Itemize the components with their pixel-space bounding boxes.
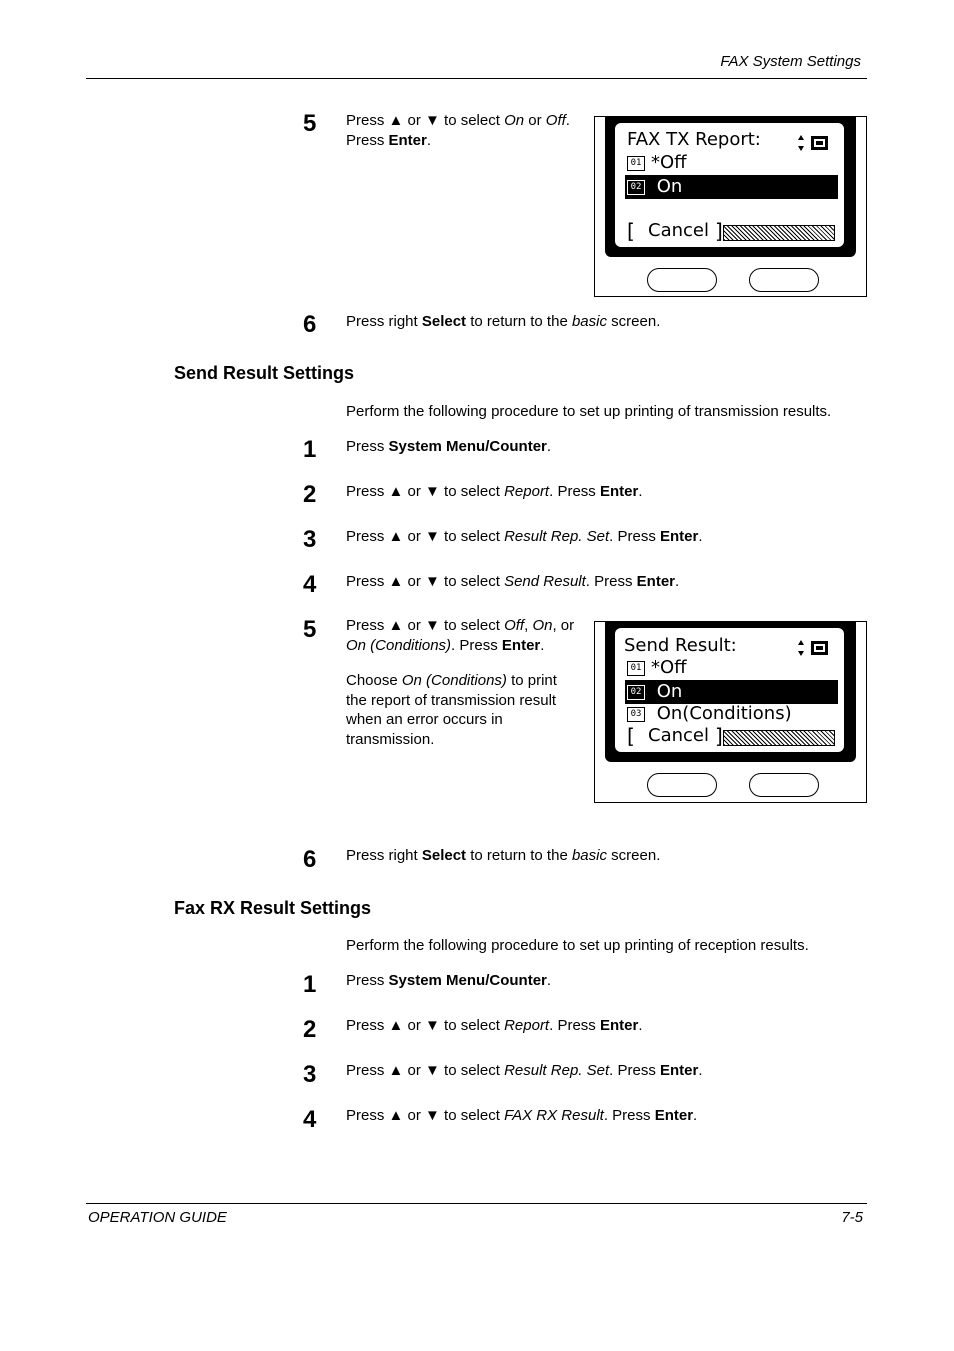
step-text: [346, 1016, 642, 1036]
step-text: [346, 1106, 697, 1126]
item-number-icon: 01: [627, 156, 645, 171]
text-run: . Press: [549, 1017, 600, 1034]
text-run: . Press: [549, 483, 600, 500]
text-run: .: [698, 1062, 703, 1079]
text-run: Press ▲ or ▼ to select: [346, 1062, 505, 1079]
text-run: Press: [346, 972, 389, 989]
step-number: 2: [303, 481, 317, 508]
text-run: Press right: [346, 847, 422, 864]
text-run: .: [565, 112, 570, 129]
text-run: On (Conditions): [346, 636, 452, 654]
text-run: basic: [571, 847, 607, 864]
step-number: 6: [303, 311, 317, 338]
bracket-open-icon: [: [627, 724, 635, 748]
running-header: FAX System Settings: [720, 53, 861, 70]
text-run: .: [426, 131, 432, 149]
item-label: *Off: [651, 152, 687, 173]
page-number: 7-5: [841, 1209, 863, 1226]
text-run: Press: [346, 438, 389, 455]
step-number: 4: [303, 1106, 317, 1133]
step-text: [346, 846, 660, 866]
step-number: 3: [303, 526, 317, 553]
text-run: to return to the: [466, 847, 572, 864]
text-run: .: [540, 636, 545, 654]
text-run: Press ▲ or ▼ to select: [346, 483, 505, 500]
text-run: transmission.: [346, 730, 435, 748]
text-run: Press ▲ or ▼ to select: [346, 112, 505, 129]
section-intro: Perform the following procedure to set up printing of reception results.: [346, 937, 809, 954]
text-run: Enter: [599, 483, 639, 500]
text-run: screen.: [607, 313, 661, 330]
text-run: .: [638, 1017, 643, 1034]
lcd-panel-illustration: [594, 116, 867, 297]
text-run: Enter: [599, 1017, 639, 1034]
text-run: . Press: [609, 528, 660, 545]
footer-guide-title: OPERATION GUIDE: [88, 1209, 227, 1226]
item-number-icon: 01: [627, 661, 645, 676]
text-run: On (Conditions): [401, 672, 507, 689]
right-select-button: [749, 773, 819, 797]
text-run: System Menu/Counter: [388, 972, 547, 989]
text-run: Result Rep. Set: [504, 528, 610, 545]
text-run: System Menu/Counter: [388, 438, 547, 455]
text-run: to return to the: [466, 313, 572, 330]
text-run: Enter: [654, 1107, 694, 1124]
text-run: FAX RX Result: [504, 1107, 604, 1124]
scroll-ok-icon: [797, 133, 831, 153]
text-run: Select: [421, 847, 467, 864]
text-run: .: [675, 573, 680, 590]
text-run: . Press: [451, 636, 502, 654]
text-run: Press ▲ or ▼ to select: [346, 1107, 505, 1124]
step-text: [346, 482, 642, 502]
text-run: .: [546, 438, 552, 455]
lcd-list-item-selected: [625, 680, 838, 704]
lcd-list-item: [615, 656, 844, 680]
text-run: Press ▲ or ▼ to select: [346, 573, 505, 590]
text-run: Press ▲ or ▼ to select: [346, 617, 505, 634]
cancel-softkey-label: Cancel: [648, 725, 709, 746]
text-run: Press ▲ or ▼ to select: [346, 1017, 505, 1034]
text-run: Enter: [660, 1062, 699, 1079]
item-label: On(Conditions): [651, 703, 792, 724]
section-intro: Perform the following procedure to set up printing of transmission results.: [346, 403, 832, 420]
step-text: [346, 111, 586, 150]
cancel-softkey-label: Cancel: [648, 220, 709, 241]
step-number: 4: [303, 571, 317, 598]
text-run: Enter: [660, 528, 699, 545]
text-run: Enter: [388, 131, 427, 149]
text-run: On: [504, 112, 525, 129]
lcd-panel-illustration: [594, 621, 867, 803]
hatched-softkey-icon: [723, 225, 835, 241]
softkey-bar: [615, 219, 844, 245]
item-label: On: [651, 176, 683, 197]
section-heading: Send Result Settings: [174, 363, 355, 383]
text-run: .: [693, 1107, 698, 1124]
step-number: 1: [303, 971, 317, 998]
text-run: Enter: [636, 573, 675, 590]
item-label: On: [651, 681, 683, 702]
text-run: or: [524, 112, 546, 129]
item-number-icon: 02: [627, 685, 645, 700]
item-label: *Off: [651, 657, 687, 678]
item-number-icon: 03: [627, 707, 645, 722]
text-run: Off: [504, 617, 525, 634]
lcd-screen: [615, 123, 844, 247]
text-run: Send Result: [504, 573, 586, 590]
text-run: . Press: [609, 1062, 660, 1079]
footer-rule: [86, 1203, 867, 1204]
step-number: 1: [303, 436, 317, 463]
left-select-button: [647, 773, 717, 797]
text-run: screen.: [607, 847, 661, 864]
step-text: [346, 616, 586, 655]
step-text: [346, 1061, 703, 1081]
text-run: Press right: [346, 313, 422, 330]
lcd-title: Send Result:: [624, 635, 737, 656]
scroll-ok-icon: [797, 638, 831, 658]
text-run: to print: [506, 672, 557, 689]
bracket-close-icon: ]: [715, 219, 723, 243]
left-select-button: [647, 268, 717, 292]
text-run: Select: [421, 313, 467, 330]
item-number-icon: 02: [627, 180, 645, 195]
text-run: ,: [524, 617, 533, 634]
text-run: Result Rep. Set: [504, 1062, 610, 1079]
step-number: 5: [303, 110, 317, 137]
text-run: Enter: [501, 636, 541, 654]
header-rule: [86, 78, 867, 79]
step-text: [346, 437, 551, 457]
step-number: 2: [303, 1016, 317, 1043]
text-run: , or: [552, 617, 575, 634]
text-run: .: [698, 528, 703, 545]
step-text: [346, 527, 703, 547]
lcd-list-item: [625, 702, 844, 726]
bracket-open-icon: [: [627, 219, 635, 243]
section-heading: Fax RX Result Settings: [174, 898, 372, 918]
bracket-close-icon: ]: [715, 724, 723, 748]
text-run: the report of transmission result: [346, 691, 557, 709]
text-run: Off: [545, 112, 566, 129]
text-run: Report: [504, 483, 550, 500]
hatched-softkey-icon: [723, 730, 835, 746]
lcd-list-item-selected: [625, 175, 838, 199]
lcd-screen: [615, 628, 844, 752]
step-note: [346, 671, 586, 749]
text-run: .: [638, 483, 643, 500]
text-run: Report: [504, 1017, 550, 1034]
text-run: Press ▲ or ▼ to select: [346, 528, 505, 545]
text-run: when an error occurs in: [346, 711, 503, 728]
step-text: [346, 971, 551, 991]
text-run: Choose: [346, 672, 402, 689]
right-select-button: [749, 268, 819, 292]
text-run: On: [532, 617, 553, 634]
text-run: Press: [346, 131, 389, 149]
lcd-list-item: [615, 151, 844, 175]
softkey-bar: [615, 724, 844, 750]
lcd-title: FAX TX Report:: [627, 129, 761, 150]
text-run: .: [546, 972, 552, 989]
step-text: [346, 572, 679, 592]
text-run: . Press: [603, 1107, 655, 1124]
step-text: [346, 312, 660, 332]
text-run: . Press: [585, 573, 637, 590]
text-run: basic: [571, 313, 607, 330]
step-number: 6: [303, 846, 317, 873]
step-number: 3: [303, 1061, 317, 1088]
step-number: 5: [303, 616, 317, 643]
